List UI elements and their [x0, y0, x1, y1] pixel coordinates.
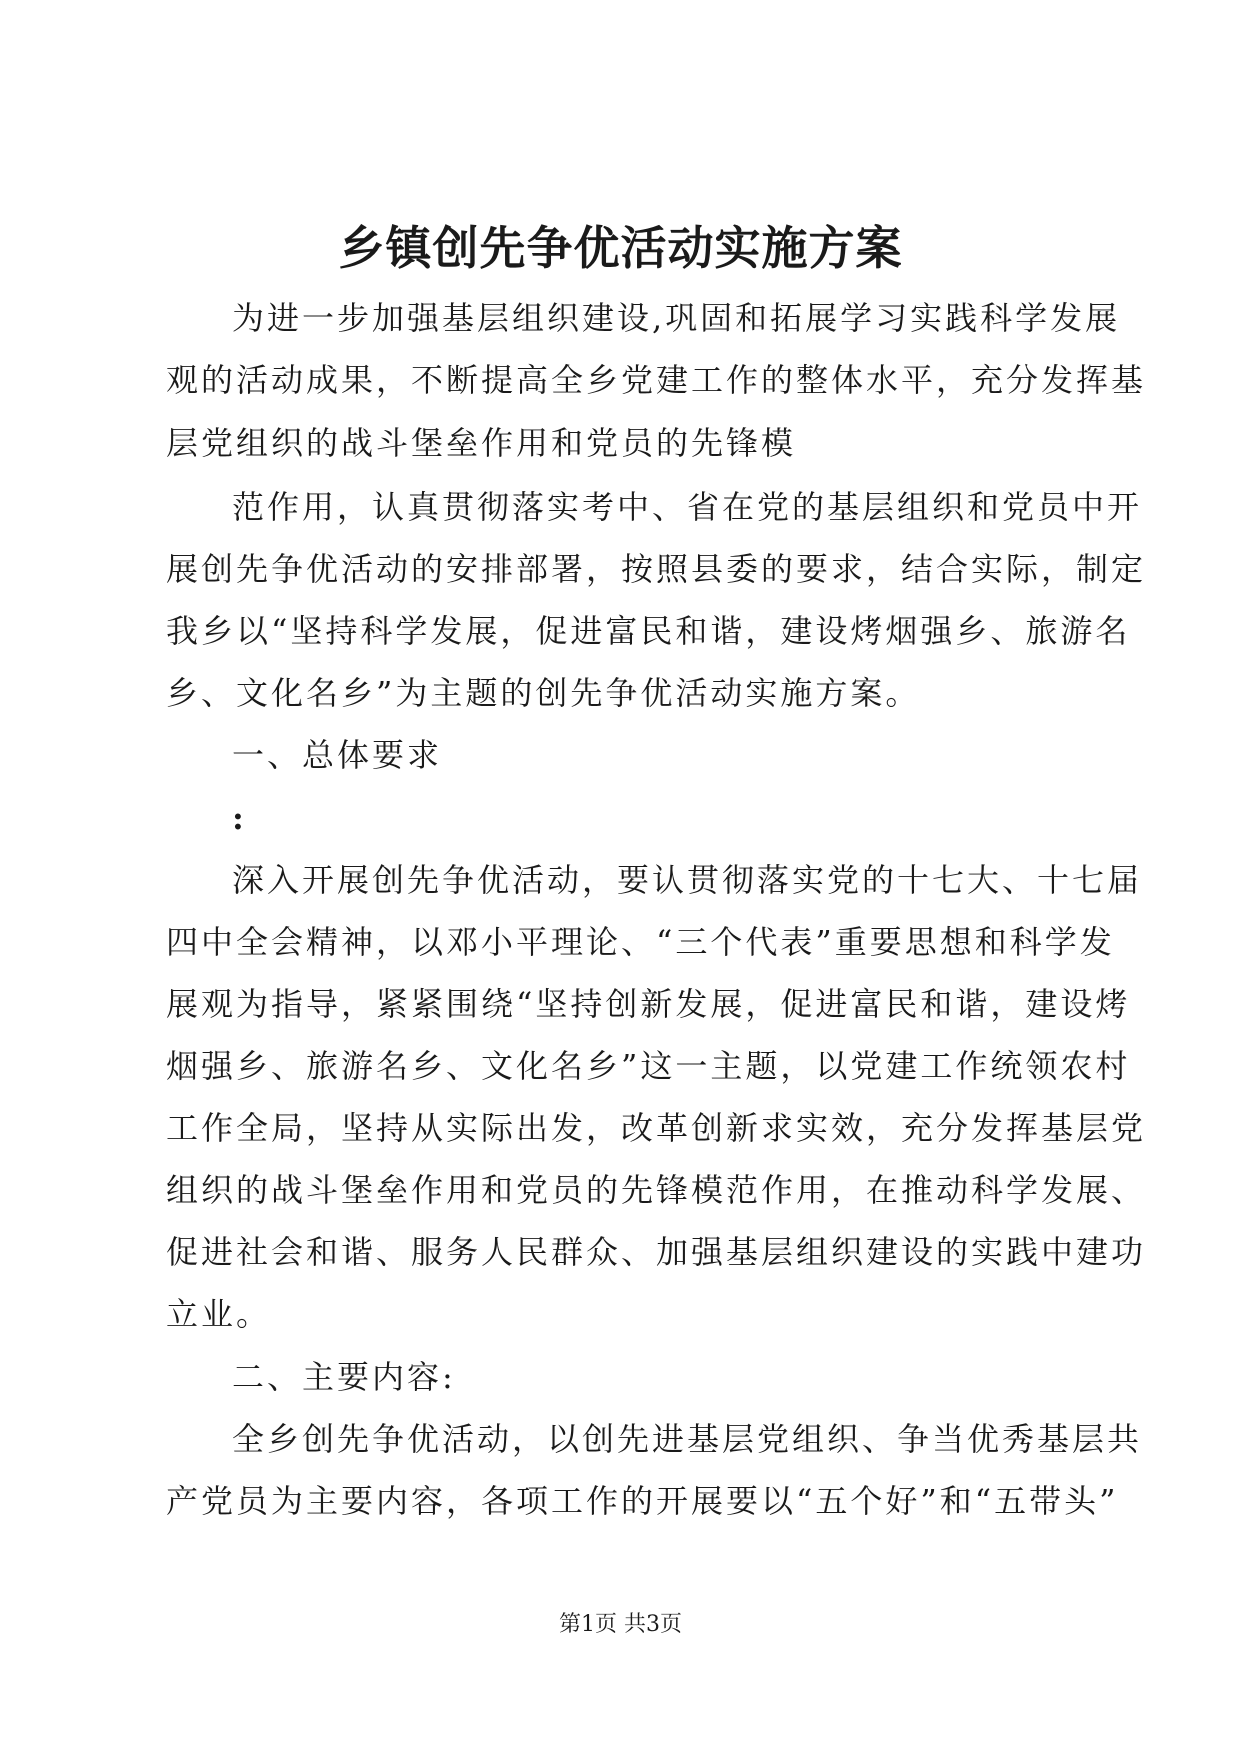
paragraph-line: 四中全会精神，以邓小平理论、“三个代表”重要思想和科学发	[166, 923, 1115, 961]
paragraph-line: 全乡创先争优活动，以创先进基层党组织、争当优秀基层共	[232, 1420, 1143, 1458]
document-title: 乡镇创先争优活动实施方案	[338, 221, 903, 275]
page-footer: 第1页 共3页	[559, 1612, 682, 1637]
paragraph-line: 为进一步加强基层组织建设,巩固和拓展学习实践科学发展	[232, 299, 1121, 337]
paragraph-line: 促进社会和谐、服务人民群众、加强基层组织建设的实践中建功	[166, 1233, 1147, 1271]
paragraph-line: 观的活动成果，不断提高全乡党建工作的整体水平，充分发挥基	[166, 361, 1147, 399]
paragraph-line: 乡、文化名乡”为主题的创先争优活动实施方案。	[166, 674, 921, 712]
paragraph-line: 产党员为主要内容，各项工作的开展要以“五个好”和“五带头”	[166, 1482, 1119, 1520]
section-heading: 二、主要内容:	[232, 1358, 456, 1396]
paragraph-line: 展观为指导，紧紧围绕“坚持创新发展，促进富民和谐，建设烤	[166, 985, 1131, 1023]
paragraph-line: 我乡以“坚持科学发展，促进富民和谐，建设烤烟强乡、旅游名	[166, 612, 1131, 650]
paragraph-line: 工作全局，坚持从实际出发，改革创新求实效，充分发挥基层党	[166, 1109, 1147, 1147]
paragraph-line: 展创先争优活动的安排部署，按照县委的要求，结合实际，制定	[166, 550, 1147, 588]
paragraph-line: 层党组织的战斗堡垒作用和党员的先锋模	[166, 424, 797, 462]
paragraph-line: 深入开展创先争优活动，要认贯彻落实党的十七大、十七届	[232, 861, 1143, 899]
paragraph-line: 立业。	[166, 1295, 272, 1333]
colon-line: :	[232, 799, 247, 837]
paragraph-line: 烟强乡、旅游名乡、文化名乡”这一主题，以党建工作统领农村	[166, 1047, 1131, 1085]
paragraph-line: 组织的战斗堡垒作用和党员的先锋模范作用，在推动科学发展、	[166, 1171, 1147, 1209]
paragraph-line: 范作用，认真贯彻落实考中、省在党的基层组织和党员中开	[232, 488, 1143, 526]
section-heading: 一、总体要求	[232, 736, 443, 774]
